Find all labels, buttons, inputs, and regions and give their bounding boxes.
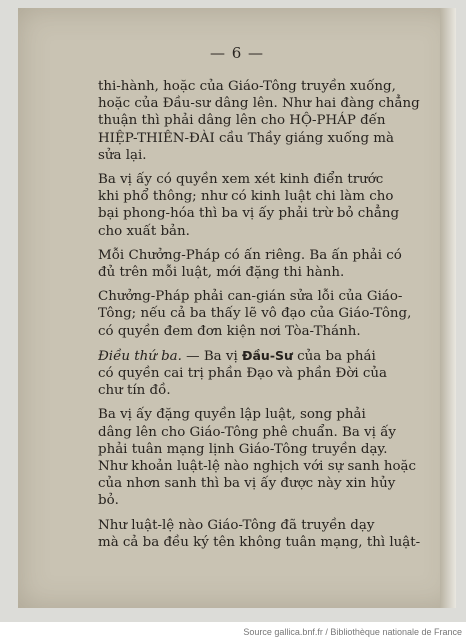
text-line: thuận thì phải dâng lên cho HỘ-PHÁP đến [98, 113, 386, 129]
source-credit: Source gallica.bnf.fr / Bibliothèque nationale de France [243, 627, 462, 637]
text-line: Ba vị ấy đặng quyền lập luật, song phải [98, 407, 366, 423]
text-line: thi-hành, hoặc của Giáo-Tông truyền xuống, [98, 79, 396, 94]
text-line: hoặc của Đầu-sư dâng lên. Như hai đàng chẳng [98, 96, 420, 112]
text-line: Mỗi Chưởng-Pháp có ấn riêng. Ba ấn phải có [98, 247, 402, 263]
text-line: bại phong-hóa thì ba vị ấy phải trừ bỏ chẳng [98, 206, 400, 222]
text-line: mà cả ba đều ký tên không tuân mạng, thì luật- [98, 534, 421, 550]
paragraph [82, 517, 424, 551]
text-line: dâng lên cho Giáo-Tông phê chuẩn. Ba vị ấy [98, 424, 396, 440]
paragraph [82, 406, 424, 509]
text-line: đủ trên mỗi luật, mới đặng thi hành. [98, 265, 345, 281]
article-subject: Đầu-Sư [242, 347, 293, 363]
text-line: phải tuân mạng lịnh Giáo-Tông truyền dạy. [98, 441, 388, 457]
text-line: sửa lại. [98, 147, 147, 163]
text-line: bỏ. [98, 493, 119, 509]
page-edge [440, 8, 456, 608]
text-line: có quyền đem đơn kiện nơi Tòa-Thánh. [98, 323, 361, 339]
article-title: Điều thứ ba. [98, 348, 182, 364]
paragraph [82, 78, 424, 164]
text-line: của nhơn sanh thì ba vị ấy được này xin hủy [98, 476, 396, 492]
paragraph [82, 171, 424, 240]
article-rest: của ba phái [292, 348, 376, 364]
text-line: có quyền cai trị phần Đạo và phần Đời của [98, 366, 388, 382]
body-text [82, 78, 424, 558]
text-line: Tông; nếu cả ba thấy lẽ vô đạo của Giáo-Tông, [98, 306, 412, 322]
text-line: khi phổ thông; như có kinh luật chi làm cho [98, 189, 394, 205]
text-line: Như luật-lệ nào Giáo-Tông đã truyền dạy [98, 517, 375, 533]
paragraph [82, 347, 424, 400]
article-dash: — Ba vị [181, 348, 243, 364]
text-line: HIỆP-THIÊN-ĐÀI cầu Thầy giáng xuống mà [98, 130, 394, 146]
text-line: chư tín đồ. [98, 383, 171, 399]
article-heading-line [82, 347, 424, 365]
text-line: cho xuất bản. [98, 223, 190, 239]
text-line: Chưởng-Pháp phải can-gián sửa lỗi của Giáo- [98, 289, 403, 305]
page-number: — 6 — [209, 44, 265, 62]
paragraph [82, 247, 424, 281]
paragraph [82, 288, 424, 340]
book-page [18, 8, 456, 608]
text-line: Ba vị ấy có quyền xem xét kinh điển trước [98, 172, 384, 188]
text-line: Như khoản luật-lệ nào nghịch với sự sanh hoặc [98, 459, 417, 475]
